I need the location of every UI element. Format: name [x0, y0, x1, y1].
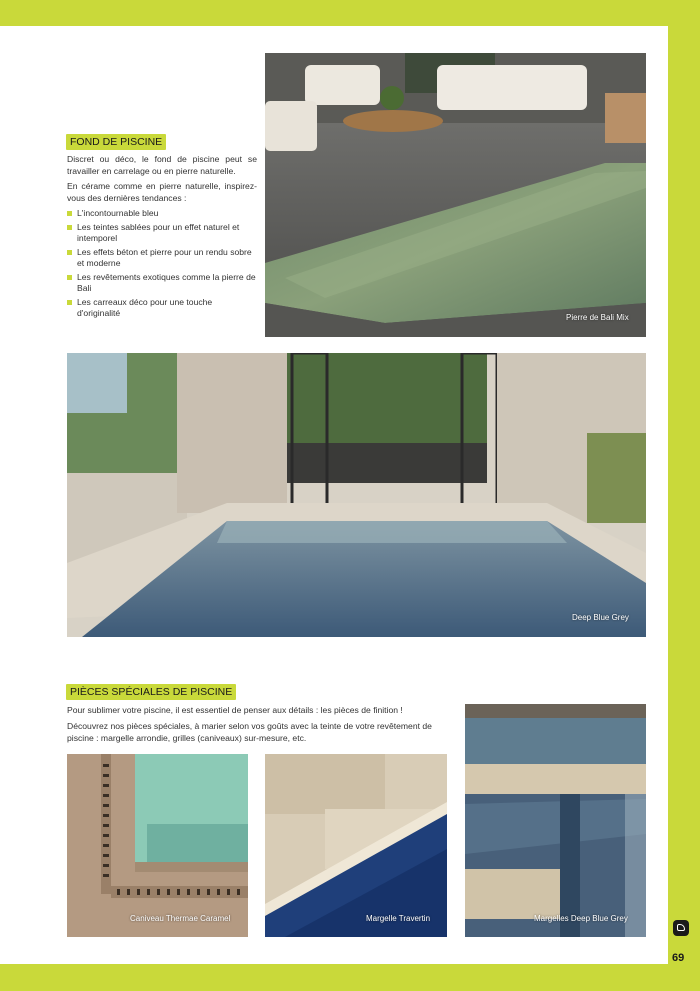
section1-intro2: En cérame comme en pierre naturelle, inspirez-vous des dernières tendances :	[67, 181, 257, 203]
brand-icon	[673, 920, 689, 936]
photo-pierre-de-bali-mix	[265, 53, 646, 337]
caption-photo2: Deep Blue Grey	[572, 613, 629, 622]
section1-bullet-list	[67, 208, 257, 322]
photo-deep-blue-grey	[67, 353, 646, 637]
caption-photo3: Caniveau Thermae Caramel	[130, 914, 231, 923]
bullet-item: Les effets béton et pierre pour un rendu sobre et moderne	[67, 247, 257, 270]
photo-margelle-travertin	[265, 754, 447, 937]
section2-para1: Pour sublimer votre piscine, il est essentiel de penser aux détails : les pièces de finition !	[67, 705, 403, 715]
section-title-pieces-speciales: PIÈCES SPÉCIALES DE PISCINE	[66, 684, 236, 700]
bullet-item: Les teintes sablées pour un effet naturel et intemporel	[67, 222, 257, 245]
top-border	[0, 0, 700, 26]
photo-margelles-deep-blue-grey	[465, 704, 646, 937]
bullet-item: Les carreaux déco pour une touche d'originalité	[67, 297, 257, 320]
caption-photo1: Pierre de Bali Mix	[566, 313, 629, 322]
section-title-fond-de-piscine: FOND DE PISCINE	[66, 134, 166, 150]
photo-caniveau-thermae-caramel	[67, 754, 248, 937]
section1-intro1: Discret ou déco, le fond de piscine peut se travailler en carrelage ou en pierre naturelle.	[67, 154, 257, 176]
right-border	[668, 0, 700, 964]
caption-photo5: Margelles Deep Blue Grey	[534, 914, 628, 923]
caption-photo4: Margelle Travertin	[366, 914, 431, 923]
bottom-border	[0, 964, 700, 991]
page-number: 69	[672, 952, 685, 964]
section2-para2: Découvrez nos pièces spéciales, à marier selon vos goûts avec la teinte de votre revêtement de piscine : margelle arrondie, grilles (caniveaux) sur-mesure, etc.	[67, 721, 432, 743]
bullet-item: L'incontournable bleu	[67, 208, 257, 220]
bullet-item: Les revêtements exotiques comme la pierre de Bali	[67, 272, 257, 295]
